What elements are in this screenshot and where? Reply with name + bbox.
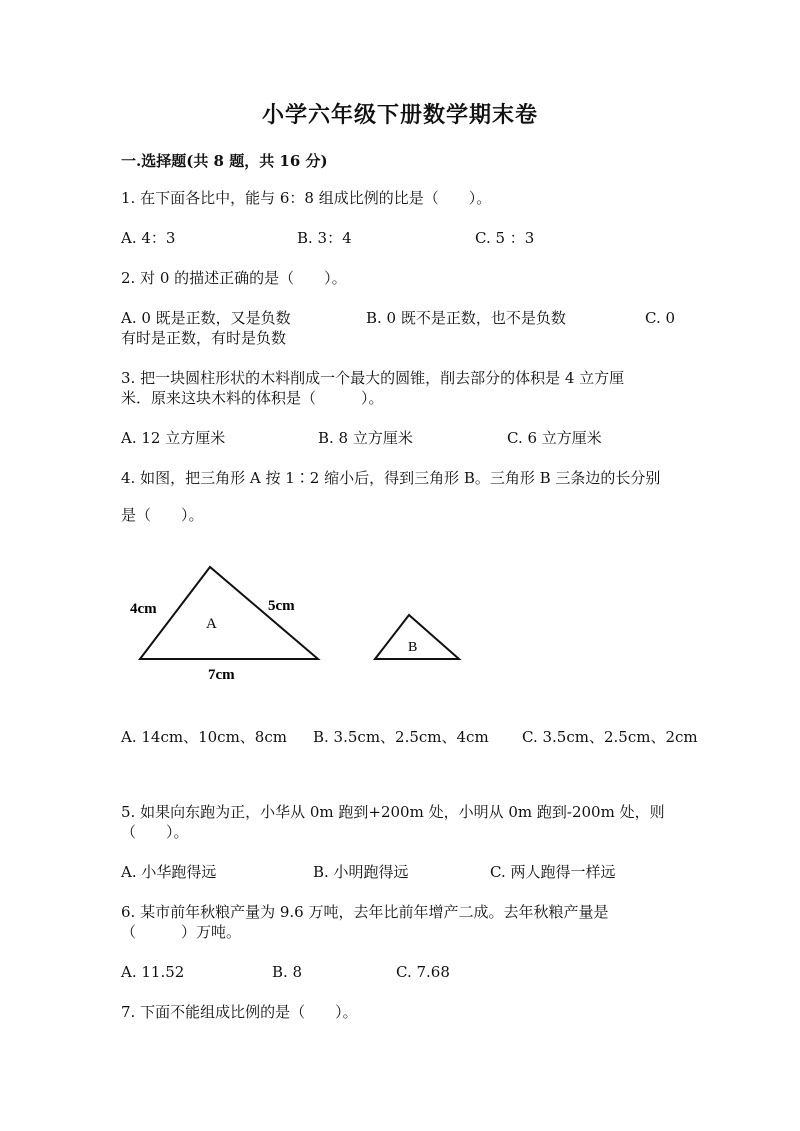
question-5-stem-line-1: 5. 如果向东跑为正，小华从 0m 跑到+200m 处，小明从 0m 跑到-200m 处，则 — [121, 803, 665, 821]
question-4-option-a: A. 14cm、10cm、8cm — [121, 728, 287, 746]
triangle-a-bottom-side-label: 7cm — [208, 667, 235, 683]
question-3-stem-line-1: 3. 把一块圆柱形状的木料削成一个最大的圆锥，削去部分的体积是 4 立方厘 — [121, 369, 625, 387]
triangle-a-left-side-label: 4cm — [130, 601, 157, 617]
question-1-option-a: A. 4：3 — [121, 229, 176, 247]
question-2-option-c-continued: 有时是正数，有时是负数 — [121, 329, 287, 347]
question-1-option-b: B. 3：4 — [297, 229, 352, 247]
page-title: 小学六年级下册数学期末卷 — [261, 102, 538, 128]
question-2-option-c: C. 0 — [645, 309, 676, 327]
question-3-option-a: A. 12 立方厘米 — [121, 429, 226, 447]
question-3-option-b: B. 8 立方厘米 — [318, 429, 413, 447]
section-heading: 一.选择题(共 8 题，共 16 分) — [121, 152, 328, 170]
question-4-stem-line-1: 4. 如图，把三角形 A 按 1∶2 缩小后，得到三角形 B。三角形 B 三条边的长分别 — [121, 469, 661, 487]
question-1-stem: 1. 在下面各比中，能与 6：8 组成比例的比是（ ）。 — [121, 189, 492, 207]
question-3-option-c: C. 6 立方厘米 — [507, 429, 602, 447]
question-2-stem: 2. 对 0 的描述正确的是（ ）。 — [121, 269, 347, 287]
question-4-option-b: B. 3.5cm、2.5cm、4cm — [313, 728, 489, 746]
question-3-stem-line-2: 米．原来这块木料的体积是（ ）。 — [121, 389, 384, 407]
question-6-option-a: A. 11.52 — [121, 963, 185, 981]
question-7-stem: 7. 下面不能组成比例的是（ ）。 — [121, 1003, 358, 1021]
question-6-stem-line-2: （ ）万吨。 — [121, 923, 242, 941]
question-6-option-b: B. 8 — [272, 963, 303, 981]
triangle-b-label: B — [408, 640, 418, 655]
question-4-option-c: C. 3.5cm、2.5cm、2cm — [522, 728, 698, 746]
question-2-option-a: A. 0 既是正数，又是负数 — [121, 309, 291, 327]
triangle-a-right-side-label: 5cm — [268, 598, 295, 614]
question-6-option-c: C. 7.68 — [396, 963, 450, 981]
question-2-option-b: B. 0 既不是正数，也不是负数 — [366, 309, 566, 327]
question-5-stem-line-2: （ ）。 — [121, 823, 189, 841]
triangle-a-label: A — [206, 616, 217, 632]
question-6-stem-line-1: 6. 某市前年秋粮产量为 9.6 万吨，去年比前年增产二成。去年秋粮产量是 — [121, 903, 609, 921]
question-4-stem-line-2: 是（ ）。 — [121, 506, 204, 524]
question-5-option-b: B. 小明跑得远 — [313, 863, 409, 881]
question-1-option-c: C. 5 ：3 — [475, 229, 535, 247]
question-5-option-a: A. 小华跑得远 — [121, 863, 217, 881]
question-5-option-c: C. 两人跑得一样远 — [490, 863, 616, 881]
